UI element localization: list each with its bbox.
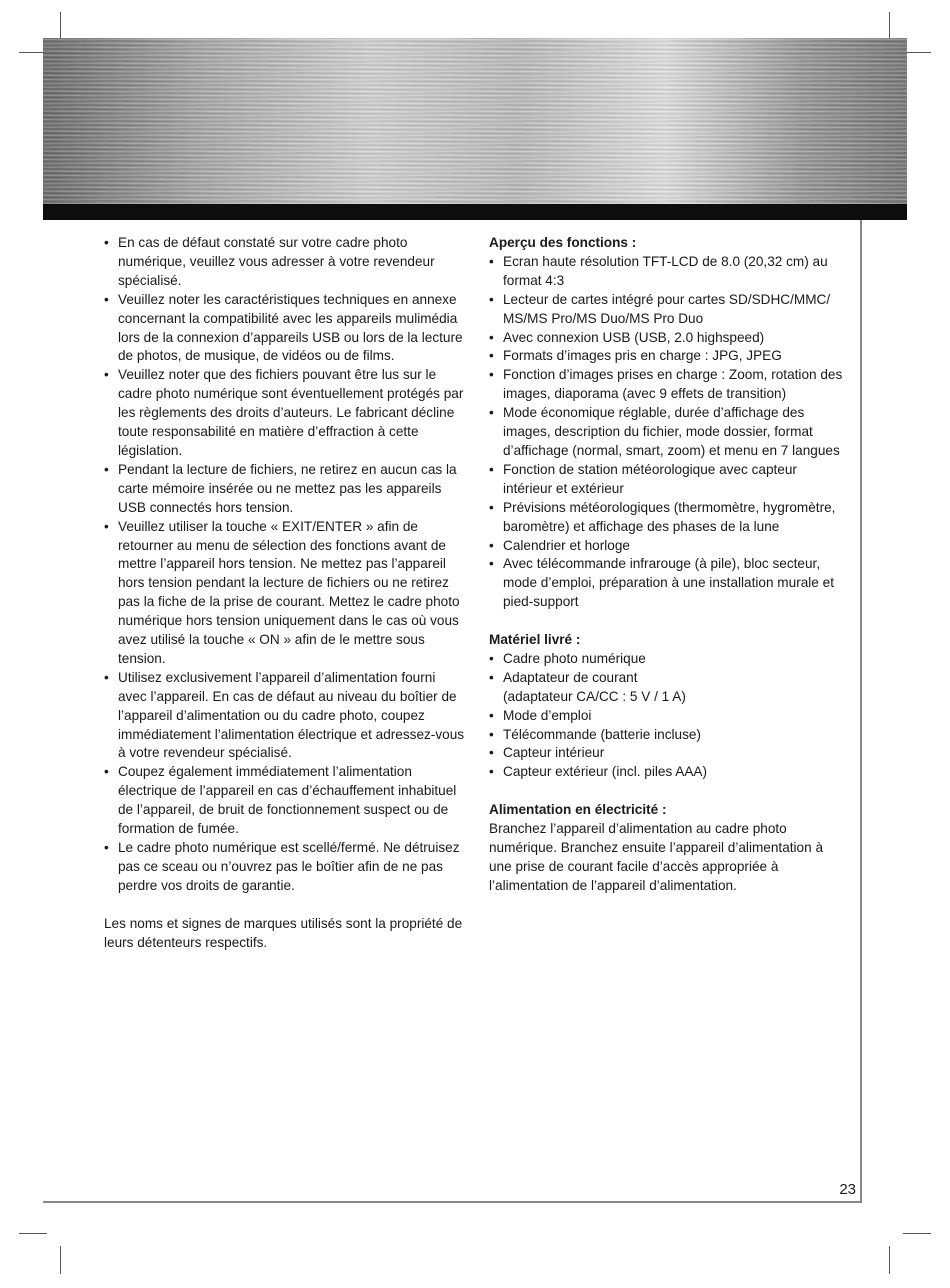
crop-mark <box>903 1233 931 1234</box>
list-item: • Prévisions météorologiques (thermomètre, hygromètre, baromètre) et affichage des phases de la lune <box>489 499 847 537</box>
list-item: • Calendrier et horloge <box>489 537 847 556</box>
list-item: • Mode économique réglable, durée d’affichage des images, description du fichier, mode dossier, format d’affichage (normal, smart, zoom) et menu en 7 langues <box>489 404 847 461</box>
list-item: • Capteur extérieur (incl. piles AAA) <box>489 763 847 782</box>
list-item: • Avec connexion USB (USB, 2.0 highspeed) <box>489 329 847 348</box>
page-number: 23 <box>839 1181 856 1198</box>
features-list <box>489 253 847 612</box>
list-item: • Cadre photo numérique <box>489 650 847 669</box>
list-item-label: Adaptateur de courant <box>503 669 638 685</box>
list-item: • Veuillez noter que des fichiers pouvant être lus sur le cadre photo numérique sont éventuellement protégés par les règlements des droits d’auteurs. Le fabricant décline toute responsabilité en matière d’effraction à cette législation. <box>104 366 466 461</box>
list-item: • Ecran haute résolution TFT-LCD de 8.0 (20,32 cm) au format 4:3 <box>489 253 847 291</box>
list-item: • Utilisez exclusivement l’appareil d’alimentation fourni avec l’appareil. En cas de défaut au niveau du boîtier de l’appareil d’alimentation ou du cadre photo, coupez immédiatement l’alimentation électrique et adressez-vous à votre revendeur spécialisé. <box>104 669 466 764</box>
list-item: • Pendant la lecture de fichiers, ne retirez en aucun cas la carte mémoire insérée ou ne mettez pas les appareils USB connectés hors tension. <box>104 461 466 518</box>
delivery-list <box>489 650 847 782</box>
brushed-metal-header <box>43 38 907 204</box>
list-item: • Le cadre photo numérique est scellé/fermé. Ne détruisez pas ce sceau ou n’ouvrez pas le boîtier afin de ne pas perdre vos droits de garantie. <box>104 839 466 896</box>
list-item: • Fonction d’images prises en charge : Zoom, rotation des images, diaporama (avec 9 effets de transition) <box>489 366 847 404</box>
list-item: • Avec télécommande infrarouge (à pile), bloc secteur, mode d’emploi, préparation à une installation murale et pied-support <box>489 555 847 612</box>
crop-mark <box>19 1233 47 1234</box>
list-item: • Télécommande (batterie incluse) <box>489 726 847 745</box>
features-heading: Aperçu des fonctions : <box>489 235 637 250</box>
list-item: • En cas de défaut constaté sur votre cadre photo numérique, veuillez vous adresser à votre revendeur spécialisé. <box>104 234 466 291</box>
header-black-bar <box>43 204 907 220</box>
left-column <box>104 234 466 952</box>
right-column <box>489 234 847 896</box>
list-item: • Veuillez utiliser la touche « EXIT/ENTER » afin de retourner au menu de sélection des fonctions avant de mettre l’appareil hors tension. Ne mettez pas l’appareil hors tension pendant la lecture de fichiers ou ne retirez pas la fiche de la prise de courant. Mettez le cadre photo numérique hors tension uniquement dans le cas où vous avez utilisé la touche « ON » afin de le mettre sous tension. <box>104 518 466 669</box>
list-item: • Lecteur de cartes intégré pour cartes SD/SDHC/MMC/ MS/MS Pro/MS Duo/MS Pro Duo <box>489 291 847 329</box>
page-frame-right <box>860 220 862 1203</box>
crop-mark <box>903 52 931 53</box>
list-item: • Formats d’images pris en charge : JPG, JPEG <box>489 347 847 366</box>
crop-mark <box>60 1246 61 1274</box>
list-item: • Mode d’emploi <box>489 707 847 726</box>
power-text: Branchez l’appareil d’alimentation au cadre photo numérique. Branchez ensuite l’appareil d’alimentation à une prise de courant facile d’accès appropriée à l’alimentation de l’appareil d’alimentation. <box>489 821 824 893</box>
delivery-heading: Matériel livré : <box>489 632 581 648</box>
list-item <box>489 669 847 707</box>
trademark-note: Les noms et signes de marques utilisés sont la propriété de leurs détenteurs respectifs. <box>104 915 463 950</box>
crop-mark <box>60 12 61 40</box>
page-frame-bottom <box>43 1201 862 1203</box>
list-item: • Coupez également immédiatement l’alimentation électrique de l’appareil en cas d’échauffement inhabituel de l’appareil, de bruit de fonctionnement suspect ou de formation de fumée. <box>104 763 466 839</box>
list-item: • Veuillez noter les caractéristiques techniques en annexe concernant la compatibilité avec les appareils mulimédia lors de la connexion d’appareils USB ou lors de la lecture de photos, de musique, de vidéos ou de films. <box>104 291 466 367</box>
list-item: • Capteur intérieur <box>489 744 847 763</box>
power-heading: Alimentation en électricité : <box>489 802 667 818</box>
crop-mark <box>889 1246 890 1274</box>
safety-notes-list <box>104 234 466 896</box>
adapter-detail: (adaptateur CA/CC : 5 V / 1 A) <box>503 688 686 704</box>
list-item: • Fonction de station météorologique avec capteur intérieur et extérieur <box>489 461 847 499</box>
crop-mark <box>889 12 890 40</box>
